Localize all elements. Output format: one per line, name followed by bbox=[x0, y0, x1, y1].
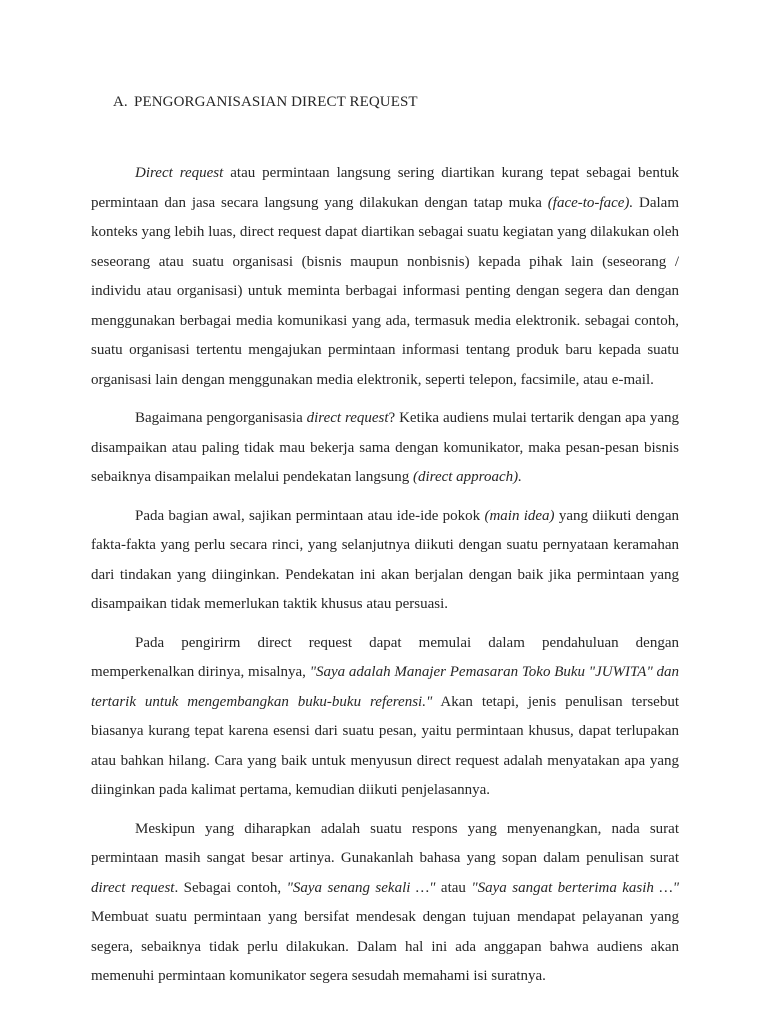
italic-text-run: direct request bbox=[306, 410, 389, 426]
italic-text-run: (main idea) bbox=[484, 507, 555, 524]
section-title: PENGORGANISASIAN DIRECT REQUEST bbox=[134, 94, 418, 110]
body-paragraph bbox=[91, 404, 679, 493]
text-run: atau bbox=[435, 879, 472, 896]
text-run: Meskipun yang diharapkan adalah suatu respons yang menyenangkan, nada surat permintaan masih sangat besar artinya. Gunakanlah bahasa yang sopan dalam penulisan surat bbox=[91, 820, 679, 866]
italic-text-run: "Saya senang sekali …" bbox=[286, 879, 436, 896]
body-text bbox=[91, 159, 679, 992]
text-run: Membuat suatu permintaan yang bersifat mendesak dengan tujuan mendapat pelayanan yang segera, sebaiknya tidak perlu dilakukan. Dalam hal ini ada anggapan bahwa audiens akan memenuhi permintaan komunikator segera sesudah memahami isi suratnya. bbox=[91, 909, 679, 984]
section-number: A. bbox=[113, 94, 128, 110]
text-run: Bagaimana pengorganisasia bbox=[135, 410, 307, 426]
body-paragraph bbox=[91, 815, 679, 992]
text-run: . Sebagai contoh, bbox=[174, 879, 287, 896]
text-run: yang diikuti dengan fakta-fakta yang perlu secara rinci, yang selanjutnya diikuti dengan suatu pernyataan keramahan dari tindakan yang diinginkan. Pendekatan ini akan berjalan dengan baik jika permintaan yang disampaikan tidak memerlukan taktik khusus atau persuasi. bbox=[91, 507, 679, 612]
text-run: Pada pengirirm direct request dapat memulai dalam pendahuluan dengan memperkenalkan dirinya, misalnya, bbox=[91, 634, 679, 680]
text-run: ? Ketika audiens mulai tertarik dengan apa yang disampaikan atau paling tidak mau bekerja sama dengan komunikator, maka pesan-pesan bisnis sebaiknya disampaikan melalui pendekatan langsung bbox=[91, 410, 679, 485]
italic-text-run: direct request bbox=[91, 879, 175, 896]
text-run: Pada bagian awal, sajikan permintaan atau ide-ide pokok bbox=[135, 507, 485, 524]
text-run: Akan tetapi, jenis penulisan tersebut biasanya kurang tepat karena esensi dari suatu pesan, yaitu permintaan khusus, dapat terlupakan atau bahkan hilang. Cara yang baik untuk menyusun direct request adalah menyatakan apa yang diinginkan pada kalimat pertama, kemudian diikuti penjelasannya. bbox=[91, 693, 679, 798]
text-run: atau permintaan langsung sering diartikan kurang tepat sebagai bentuk permintaan dan jasa secara langsung yang dilakukan dengan tatap muka bbox=[91, 165, 679, 211]
italic-text-run: Direct request bbox=[135, 165, 224, 181]
section-heading bbox=[113, 94, 679, 111]
italic-text-run: (face-to-face). bbox=[547, 194, 634, 211]
italic-text-run: "Saya sangat berterima kasih …" bbox=[471, 879, 680, 896]
body-paragraph bbox=[91, 629, 679, 806]
text-run: Dalam konteks yang lebih luas, direct request dapat diartikan sebagai suatu kegiatan yang dilakukan oleh seseorang atau suatu organisasi (bisnis maupun nonbisnis) kepada pihak lain (seseorang / individu atau organisasi) untuk meminta berbagai informasi penting dengan segera dan dengan menggunakan berbagai media komunikasi yang ada, termasuk media elektronik. sebagai contoh, suatu organisasi tertentu mengajukan permintaan informasi tentang produk baru kepada suatu organisasi lain dengan menggunakan media elektronik, seperti telepon, facsimile, atau e-mail. bbox=[91, 194, 679, 388]
body-paragraph bbox=[91, 502, 679, 620]
italic-text-run: "Saya adalah Manajer Pemasaran Toko Buku "JUWITA" dan tertarik untuk mengembangkan buku-buku referensi." bbox=[91, 664, 679, 710]
body-paragraph bbox=[91, 159, 679, 395]
italic-text-run: (direct approach). bbox=[413, 469, 522, 485]
